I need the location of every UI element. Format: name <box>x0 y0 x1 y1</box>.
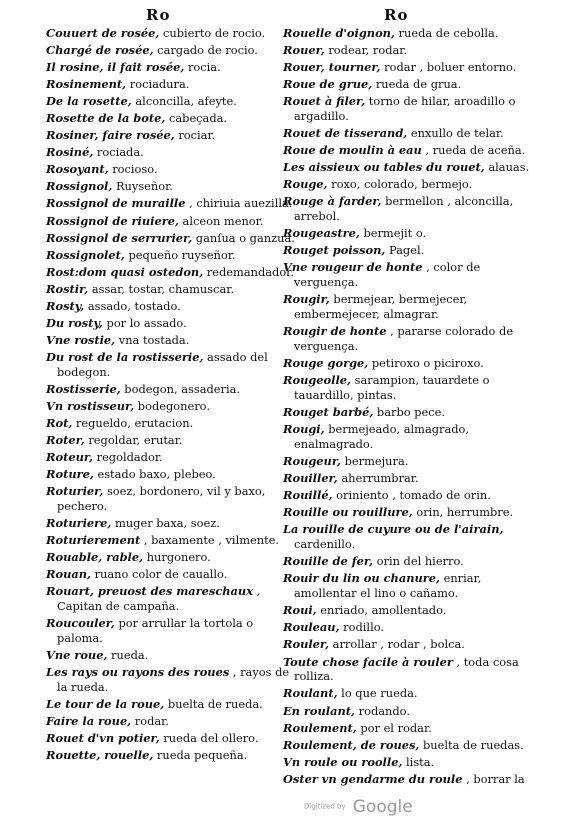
french-headword: Faire la roue, <box>46 714 132 729</box>
french-headword: Toute chose facile à rouler <box>283 654 453 669</box>
dictionary-entry <box>283 194 535 224</box>
spanish-gloss: oriniento , tomado de orin. <box>332 488 491 503</box>
dictionary-entry <box>283 522 535 552</box>
spanish-gloss: rodar. <box>131 714 169 729</box>
dictionary-entry <box>283 143 535 158</box>
spanish-gloss: rociada. <box>93 145 144 160</box>
french-headword: Rouir du lin ou chanure, <box>283 571 440 586</box>
spanish-gloss: ruano color de cauallo. <box>90 567 228 582</box>
spanish-gloss: orin del hierro. <box>373 554 464 569</box>
french-headword: Rot, <box>46 415 73 430</box>
spanish-gloss: bermejear, bermejecer, embermejecer, almagrar. <box>294 292 468 322</box>
spanish-gloss: bodegonero. <box>134 398 210 413</box>
spanish-gloss: regoldador. <box>93 450 163 465</box>
dictionary-entry <box>283 637 535 652</box>
dictionary-entry <box>283 26 535 41</box>
spanish-gloss: rocioso. <box>108 162 158 177</box>
dictionary-entry <box>46 43 296 58</box>
dictionary-entry <box>46 128 296 143</box>
french-headword: Rouge à farder, <box>283 194 382 209</box>
french-headword: Il rosine, il fait rosée, <box>46 60 185 75</box>
spanish-gloss: orin, herrumbre. <box>412 505 514 520</box>
spanish-gloss: cargado de rocio. <box>153 43 258 58</box>
french-headword: Rougir, <box>283 292 330 307</box>
dictionary-entry <box>283 422 535 452</box>
french-headword: Rouiller, <box>283 471 338 486</box>
dictionary-entry <box>283 454 535 469</box>
google-logo-text: Google <box>352 796 413 817</box>
french-headword: Rougeastre, <box>283 226 360 241</box>
french-headword: Rouer, tourner, <box>283 60 381 75</box>
dictionary-entry <box>46 567 296 582</box>
spanish-gloss: assado del bodegon. <box>57 349 268 379</box>
spanish-gloss: cabeçada. <box>165 111 228 126</box>
dictionary-entry <box>46 196 296 211</box>
spanish-gloss: rodillo. <box>339 620 384 635</box>
spanish-gloss: regoldar, erutar. <box>84 432 183 447</box>
french-headword: Vn roule ou roolle, <box>283 754 403 769</box>
dictionary-entry <box>46 731 296 746</box>
dictionary-entry <box>283 356 535 371</box>
dictionary-entry <box>46 416 296 431</box>
spanish-gloss: por lo assado. <box>102 315 187 330</box>
french-headword: Rougeur, <box>283 454 341 469</box>
dictionary-entry <box>46 60 296 75</box>
french-headword: Rosinement, <box>46 77 127 92</box>
french-headword: Roue de moulin à eau <box>283 143 422 158</box>
spanish-gloss: estado baxo, plebeo. <box>93 467 216 482</box>
spanish-gloss: rueda pequeña. <box>153 748 248 763</box>
dictionary-entry <box>46 350 296 380</box>
french-headword: Rosoyant, <box>46 162 109 177</box>
french-headword: Rouleau, <box>283 620 340 635</box>
french-headword: Chargé de rosée, <box>46 43 154 58</box>
spanish-gloss: alconcilla, afeyte. <box>131 94 237 109</box>
spanish-gloss: rueda. <box>107 648 149 663</box>
french-headword: Couuert de rosée, <box>46 26 160 40</box>
spanish-gloss: rodear, rodar. <box>324 43 408 58</box>
french-headword: Rouget poisson, <box>283 243 386 258</box>
running-header-right: Ro <box>384 6 409 24</box>
french-headword: Roui, <box>283 603 317 618</box>
dictionary-entry <box>46 94 296 109</box>
french-headword: Rouet de tisserand, <box>283 126 408 141</box>
french-headword: Rouille de fer, <box>283 554 374 569</box>
french-headword: Roue de grue, <box>283 77 373 92</box>
french-headword: Rosty, <box>46 298 85 313</box>
dictionary-entry <box>46 533 296 548</box>
french-headword: Rouillé, <box>283 488 333 503</box>
french-headword: Vne rostie, <box>46 332 116 347</box>
dictionary-entry <box>46 697 296 712</box>
dictionary-entry <box>46 265 296 280</box>
french-headword: Rostisserie, <box>46 381 121 396</box>
spanish-gloss: vna tostada. <box>115 332 190 347</box>
digitized-watermark <box>304 796 413 817</box>
dictionary-entry <box>46 382 296 397</box>
dictionary-entry <box>283 177 535 192</box>
spanish-gloss: petiroxo o piciroxo. <box>368 356 484 371</box>
french-headword: Du rost de la rostisserie, <box>46 349 204 364</box>
dictionary-entry <box>283 772 535 787</box>
dictionary-entry <box>283 686 535 701</box>
spanish-gloss: ganſua o ganzua. <box>192 230 295 245</box>
spanish-gloss: , Capitan de campaña. <box>57 584 261 614</box>
spanish-gloss: enriado, amollentado. <box>316 603 447 618</box>
dictionary-entry <box>46 162 296 177</box>
french-headword: Rossignol de serrurier, <box>46 230 193 245</box>
dictionary-entry <box>46 111 296 126</box>
french-headword: Rouable, rable, <box>46 550 144 565</box>
french-headword: Vn rostisseur, <box>46 398 135 413</box>
french-headword: La rouille de cuyure ou de l'airain, <box>283 522 504 537</box>
french-headword: Rouge gorge, <box>283 356 369 371</box>
french-headword: Rouge, <box>283 177 328 192</box>
french-headword: Rossignol, <box>46 179 113 194</box>
dictionary-entry <box>283 292 535 322</box>
spanish-gloss: hurgonero. <box>143 550 211 565</box>
french-headword: Rouart, preuost des mareschaux <box>46 584 254 599</box>
french-headword: Rouget barbé, <box>283 405 374 420</box>
spanish-gloss: lo que rueda. <box>337 686 418 701</box>
dictionary-entry <box>46 616 296 646</box>
french-headword: Rosiner, faire rosée, <box>46 128 175 143</box>
spanish-gloss: sarampion, tauardete o tauardillo, pintas. <box>294 373 490 403</box>
french-headword: Roteur, <box>46 450 93 465</box>
french-headword: Rougeolle, <box>283 373 352 388</box>
french-headword: Oster vn gendarme du roule <box>283 771 463 786</box>
dictionary-entry <box>283 655 535 685</box>
french-headword: Rouan, <box>46 567 91 582</box>
dictionary-entry <box>46 26 296 41</box>
french-headword: Les aissieux ou tables du rouet, <box>283 160 485 175</box>
french-headword: Rossignolet, <box>46 247 125 262</box>
dictionary-entry <box>46 145 296 160</box>
french-headword: Vne rougeur de honte <box>283 260 423 275</box>
french-headword: Rossignol de muraille <box>46 196 186 211</box>
spanish-gloss: , borrar la <box>462 771 525 786</box>
spanish-gloss: assado, tostado. <box>84 298 181 313</box>
french-headword: Rouer, <box>283 43 325 58</box>
spanish-gloss: , rueda de aceña. <box>421 143 526 158</box>
french-headword: Roturierement <box>46 533 141 548</box>
french-headword: Rougir de honte <box>283 324 387 339</box>
french-headword: Rossignol de riuiere, <box>46 213 179 228</box>
spanish-gloss: torno de hilar, aroadillo o argadillo. <box>294 94 516 124</box>
dictionary-entry <box>46 282 296 297</box>
dictionary-entry <box>283 43 535 58</box>
spanish-gloss: bermejura. <box>340 454 409 469</box>
dictionary-entry <box>283 243 535 258</box>
french-headword: Rost:dom quasi ostedon, <box>46 264 204 279</box>
spanish-gloss: alauas. <box>484 160 530 175</box>
spanish-gloss: buelta de rueda. <box>164 697 263 712</box>
dictionary-entry <box>46 450 296 465</box>
spanish-gloss: bodegon, assaderia. <box>120 381 241 396</box>
french-headword: Roturier, <box>46 484 104 499</box>
spanish-gloss: barbo pece. <box>373 405 446 420</box>
spanish-gloss: alceon menor. <box>178 213 264 228</box>
french-headword: Rouette, rouelle, <box>46 748 154 763</box>
dictionary-entry <box>283 738 535 753</box>
french-headword: Les rays ou rayons des roues <box>46 665 230 680</box>
spanish-gloss: , toda cosa rolliza. <box>294 654 519 684</box>
dictionary-entry <box>283 373 535 403</box>
dictionary-entry <box>283 60 535 75</box>
dictionary-entry <box>283 160 535 175</box>
dictionary-entry <box>46 550 296 565</box>
dictionary-entry <box>283 603 535 618</box>
right-column <box>283 26 535 789</box>
spanish-gloss: redemandador. <box>203 264 295 279</box>
dictionary-entry <box>283 126 535 141</box>
spanish-gloss: rocia. <box>184 60 221 75</box>
dictionary-entry <box>283 755 535 770</box>
spanish-gloss: assar, tostar, chamuscar. <box>88 281 235 296</box>
spanish-gloss: arrollar , rodar , bolca. <box>329 637 465 652</box>
french-headword: Roture, <box>46 467 94 482</box>
spanish-gloss: por arrullar la tortola o paloma. <box>57 616 254 646</box>
dictionary-entry <box>283 324 535 354</box>
french-headword: Rouet d'vn potier, <box>46 731 160 746</box>
left-column <box>46 26 296 765</box>
dictionary-entry <box>283 505 535 520</box>
spanish-gloss: pequeño ruyseñor. <box>124 247 236 262</box>
dictionary-entry <box>283 226 535 241</box>
spanish-gloss: soez, bordonero, vil y baxo, pechero. <box>57 484 266 514</box>
spanish-gloss: cardenillo. <box>294 537 356 552</box>
dictionary-entry <box>46 399 296 414</box>
spanish-gloss: , baxamente , vilmente. <box>140 533 280 548</box>
dictionary-entry <box>46 665 296 695</box>
french-headword: Vne roue, <box>46 648 108 663</box>
spanish-gloss: lista. <box>402 754 435 769</box>
dictionary-entry <box>46 179 296 194</box>
dictionary-entry <box>46 333 296 348</box>
spanish-gloss: rueda de cebolla. <box>394 26 499 40</box>
dictionary-entry <box>283 620 535 635</box>
french-headword: En roulant, <box>283 703 356 718</box>
dictionary-entry <box>46 648 296 663</box>
dictionary-entry <box>46 433 296 448</box>
spanish-gloss: por el rodar. <box>356 720 432 735</box>
spanish-gloss: rodando. <box>355 703 410 718</box>
french-headword: Rouelle d'oignon, <box>283 26 395 40</box>
french-headword: Rouler, <box>283 637 330 652</box>
spanish-gloss: , chiriuia auezilla. <box>185 196 293 211</box>
dictionary-entry <box>46 467 296 482</box>
dictionary-entry <box>283 488 535 503</box>
dictionary-entry <box>283 704 535 719</box>
spanish-gloss: , rayos de la rueda. <box>57 665 290 695</box>
french-headword: De la rosette, <box>46 94 132 109</box>
french-headword: Du rosty, <box>46 315 103 330</box>
french-headword: Rostir, <box>46 281 89 296</box>
dictionary-entry <box>46 484 296 514</box>
dictionary-entry <box>283 554 535 569</box>
spanish-gloss: Ruyseñor. <box>112 179 173 194</box>
spanish-gloss: , pararse colorado de verguença. <box>294 324 514 354</box>
french-headword: Rosette de la bote, <box>46 111 166 126</box>
spanish-gloss: rociar. <box>174 128 216 143</box>
spanish-gloss: aherrumbrar. <box>337 471 419 486</box>
french-headword: Rosiné, <box>46 145 94 160</box>
spanish-gloss: rociadura. <box>126 77 190 92</box>
dictionary-entry <box>283 77 535 92</box>
dictionary-entry <box>46 299 296 314</box>
spanish-gloss: buelta de ruedas. <box>419 737 524 752</box>
dictionary-entry <box>46 77 296 92</box>
spanish-gloss: , color de verguença. <box>294 260 481 290</box>
dictionary-entry <box>46 516 296 531</box>
french-headword: Roulant, <box>283 686 338 701</box>
spanish-gloss: bermellon , alconcilla, arrebol. <box>294 194 514 224</box>
french-headword: Roter, <box>46 432 85 447</box>
dictionary-entry <box>46 231 296 246</box>
dictionary-entry <box>46 748 296 763</box>
dictionary-entry <box>283 94 535 124</box>
dictionary-entry <box>283 721 535 736</box>
dictionary-entry <box>46 214 296 229</box>
spanish-gloss: enxullo de telar. <box>407 126 504 141</box>
spanish-gloss: enriar, amollentar el lino o cañamo. <box>294 571 482 601</box>
french-headword: Rougi, <box>283 422 325 437</box>
dictionary-entry <box>283 405 535 420</box>
spanish-gloss: rueda del ollero. <box>159 731 259 746</box>
spanish-gloss: cubierto de rocio. <box>159 26 266 40</box>
french-headword: Roucouler, <box>46 616 115 631</box>
spanish-gloss: rodar , boluer entorno. <box>380 60 517 75</box>
spanish-gloss: regueldo, erutacion. <box>72 415 194 430</box>
spanish-gloss: muger baxa, soez. <box>111 516 220 531</box>
spanish-gloss: rueda de grua. <box>372 77 462 92</box>
french-headword: Rouille ou rouillure, <box>283 505 413 520</box>
dictionary-entry <box>46 714 296 729</box>
french-headword: Roulement, de roues, <box>283 737 420 752</box>
dictionary-entry <box>46 584 296 614</box>
french-headword: Roturiere, <box>46 516 112 531</box>
dictionary-entry <box>283 260 535 290</box>
spanish-gloss: Pagel. <box>385 243 425 258</box>
dictionary-entry <box>46 248 296 263</box>
french-headword: Roulement, <box>283 720 357 735</box>
spanish-gloss: bermejeado, almagrado, enalmagrado. <box>294 422 470 452</box>
french-headword: Le tour de la roue, <box>46 697 165 712</box>
spanish-gloss: roxo, colorado, bermejo. <box>327 177 473 192</box>
spanish-gloss: bermejit o. <box>359 226 427 241</box>
digitized-by-label: Digitized by <box>304 802 346 811</box>
dictionary-entry <box>283 571 535 601</box>
dictionary-entry <box>283 471 535 486</box>
french-headword: Rouet à filer, <box>283 94 366 109</box>
dictionary-entry <box>46 316 296 331</box>
running-header-left: Ro <box>146 6 171 24</box>
